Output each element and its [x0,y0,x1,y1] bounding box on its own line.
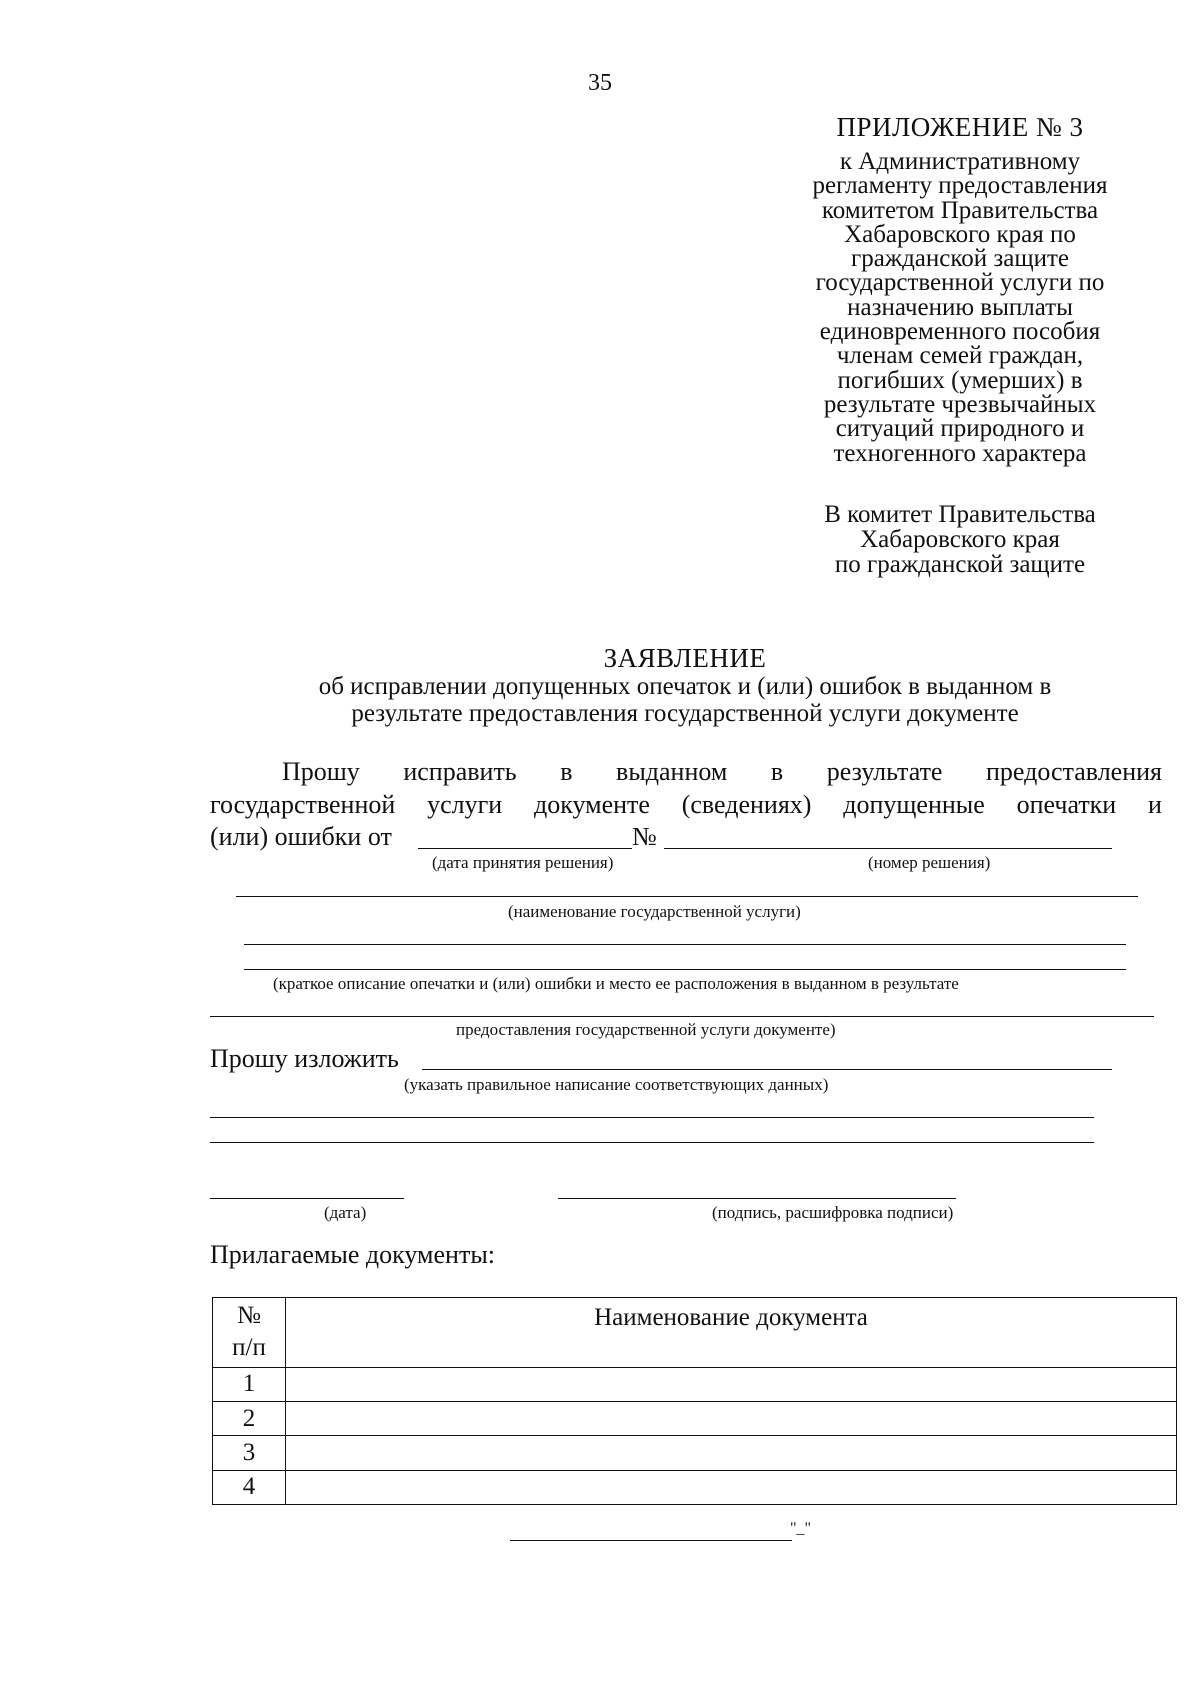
row-number: 2 [213,1402,286,1436]
attached-documents-label: Прилагаемые документы: [210,1240,496,1269]
correct-spelling-field-2[interactable] [210,1117,1094,1118]
appendix-line: назначению выплаты [847,293,1073,321]
number-sign: № [632,822,657,851]
appendix-line: комитетом Правительства [821,196,1099,224]
addressee-line: В комитет Правительства [824,501,1096,528]
header-number-cell: № п/п [213,1298,286,1368]
signature-caption: (подпись, расшифровка подписи) [712,1203,954,1222]
date-caption: (дата) [324,1203,367,1222]
appendix-line: к Административному [839,148,1081,175]
table-row [213,1436,1177,1470]
document-name-cell[interactable] [286,1367,1177,1401]
error-description-caption: (краткое описание опечатки и (или) ошибки и место ее расположения в выданном в результате [273,974,959,993]
errors-from-label: (или) ошибки от [210,822,392,851]
table-header-row [213,1298,1177,1368]
date-field[interactable] [210,1198,404,1199]
correct-spelling-caption: (указать правильное написание соответствующих данных) [404,1075,829,1094]
attached-documents-table [212,1297,1177,1505]
error-description-field-2[interactable] [244,969,1126,970]
decision-date-caption: (дата принятия решения) [432,853,614,872]
appendix-line: единовременного пособия [819,318,1101,346]
document-name-cell[interactable] [286,1436,1177,1470]
request-state-label: Прошу изложить [210,1044,399,1073]
document-name-cell[interactable] [286,1470,1177,1504]
row-number: 4 [213,1470,286,1504]
signature-field[interactable] [558,1198,956,1199]
request-paragraph-line-1: Прошу исправить в выданном в результате предоставления [282,757,1162,786]
error-description-caption-continued: предоставления государственной услуги документе) [456,1020,836,1039]
footer-line [510,1540,792,1541]
error-description-field-1[interactable] [244,944,1126,945]
table-row [213,1402,1177,1436]
appendix-line: регламенту предоставления [812,172,1108,200]
table-row [213,1367,1177,1401]
addressee-line: по гражданской защите [834,551,1086,578]
row-number: 1 [213,1367,286,1401]
document-subtitle [210,673,1160,727]
addressee-block [780,502,1140,577]
addressee-line: Хабаровского края [860,526,1060,553]
footer-mark: "_" [790,1520,812,1537]
request-paragraph-line-2: государственной услуги документе (сведениях) допущенные опечатки и [210,790,1162,819]
appendix-line: результате чрезвычайных [823,390,1097,418]
document-name-cell[interactable] [286,1402,1177,1436]
header-document-name: Наименование документа [286,1298,1177,1368]
appendix-title: ПРИЛОЖЕНИЕ № 3 [836,112,1084,142]
appendix-description [780,150,1140,466]
appendix-line: членам семей граждан, [836,342,1084,370]
service-name-caption: (наименование государственной услуги) [508,902,801,921]
appendix-line: ситуаций природного и [835,415,1085,443]
subtitle-line: результате предоставления государственной услуги документе [351,700,1019,727]
appendix-line: гражданской защите [850,245,1070,273]
appendix-line: Хабаровского края по [844,220,1076,248]
correct-spelling-field-3[interactable] [210,1142,1094,1143]
decision-number-field[interactable] [664,848,1112,849]
error-description-field-3[interactable] [210,1016,1154,1017]
subtitle-line: об исправлении допущенных опечаток и (или) ошибок в выданном в [318,673,1052,700]
document-title: ЗАЯВЛЕНИЕ [603,643,767,673]
correct-spelling-field[interactable] [422,1069,1112,1070]
appendix-line: государственной услуги по [815,269,1105,297]
decision-date-field[interactable] [418,848,632,849]
table-row [213,1470,1177,1504]
page-number: 35 [588,70,612,96]
appendix-line: техногенного характера [833,439,1087,467]
decision-number-caption: (номер решения) [868,853,991,872]
appendix-line: погибших (умерших) в [837,366,1083,394]
service-name-field[interactable] [236,896,1138,897]
row-number: 3 [213,1436,286,1470]
